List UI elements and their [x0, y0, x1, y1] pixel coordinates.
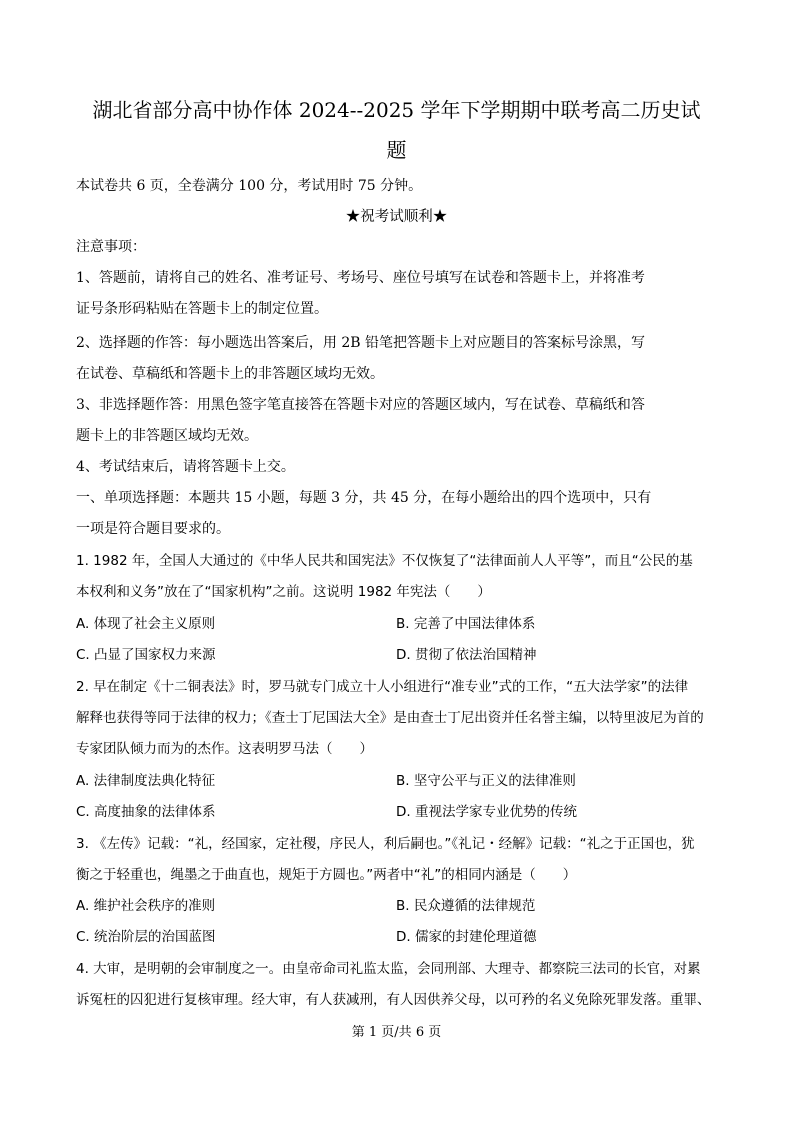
q3-option-b: B. 民众遵循的法律规范	[396, 898, 536, 914]
exam-intro: 本试卷共 6 页，全卷满分 100 分，考试用时 75 分钟。	[76, 178, 423, 194]
q3-stem: 3. 《左传》记载：“礼，经国家，定社稷，序民人，利后嗣也。”《礼记・经解》记载：“礼之于正国也，犹	[76, 836, 695, 852]
q1-option-d: D. 贯彻了依法治国精神	[396, 647, 537, 663]
exam-title-line2: 题	[386, 138, 407, 162]
q1-option-a: A. 体现了社会主义原则	[76, 616, 216, 632]
note-line: 3、非选择题作答：用黑色签字笔直接答在答题卡对应的答题区域内，写在试卷、草稿纸和答	[76, 397, 645, 413]
note-line: 1、答题前，请将自己的姓名、准考证号、考场号、座位号填写在试卷和答题卡上，并将准考	[76, 270, 645, 286]
note-line: 2、选择题的作答：每小题选出答案后，用 2B 铅笔把答题卡上对应题目的答案标号涂黑，写	[76, 335, 646, 351]
note-line: 题卡上的非答题区域均无效。	[76, 428, 258, 444]
section-heading-cont: 一项是符合题目要求的。	[76, 521, 230, 537]
q4-stem: 4. 大审，是明朝的会审制度之一。由皇帝命司礼监太监，会同刑部、大理寺、都察院三法司的长官，对累	[76, 961, 701, 977]
q2-option-d: D. 重视法学家专业优势的传统	[396, 804, 577, 820]
q2-option-c: C. 高度抽象的法律体系	[76, 804, 216, 820]
note-line: 在试卷、草稿纸和答题卡上的非答题区域均无效。	[76, 366, 384, 382]
q3-option-d: D. 儒家的封建伦理道德	[396, 929, 537, 945]
note-line: 证号条形码粘贴在答题卡上的制定位置。	[76, 301, 328, 317]
q1-stem: 本权利和义务”放在了“国家机构”之前。这说明 1982 年宪法（ ）	[76, 584, 491, 600]
q3-stem: 衡之于轻重也，绳墨之于曲直也，规矩于方圆也。”两者中“礼”的相同内涵是（ ）	[76, 867, 577, 883]
q3-option-c: C. 统治阶层的治国蓝图	[76, 929, 216, 945]
q1-option-b: B. 完善了中国法律体系	[396, 616, 536, 632]
q2-option-b: B. 坚守公平与正义的法律准则	[396, 773, 576, 789]
notes-heading: 注意事项：	[76, 239, 146, 255]
good-luck-line: ★祝考试顺利★	[345, 209, 448, 225]
q2-stem: 2. 早在制定《十二铜表法》时，罗马就专门成立十人小组进行“准专业”式的工作，“五大法学家”的法律	[76, 679, 689, 695]
exam-title-line1: 湖北省部分高中协作体 2024--2025 学年下学期期中联考高二历史试	[92, 98, 701, 122]
q4-stem: 诉冤枉的囚犯进行复核审理。经大审，有人获减刑，有人因供养父母，以可矜的名义免除死罪发落。重罪、	[76, 992, 711, 1008]
q2-option-a: A. 法律制度法典化特征	[76, 773, 216, 789]
page-footer: 第 1 页/共 6 页	[351, 1025, 442, 1040]
q3-option-a: A. 维护社会秩序的准则	[76, 898, 216, 914]
q1-stem: 1. 1982 年，全国人大通过的《中华人民共和国宪法》不仅恢复了“法律面前人人平等”，而且“公民的基	[76, 553, 693, 569]
q2-stem: 专家团队倾力而为的杰作。这表明罗马法（ ）	[76, 741, 373, 757]
q2-stem: 解释也获得等同于法律的权力；《查士丁尼国法大全》是由查士丁尼出资并任名誉主编，以特里波尼为首的	[76, 710, 704, 726]
q1-option-c: C. 凸显了国家权力来源	[76, 647, 216, 663]
section-heading: 一、单项选择题：本题共 15 小题，每题 3 分，共 45 分，在每小题给出的四个选项中，只有	[76, 490, 652, 506]
note-line: 4、考试结束后，请将答题卡上交。	[76, 459, 295, 475]
